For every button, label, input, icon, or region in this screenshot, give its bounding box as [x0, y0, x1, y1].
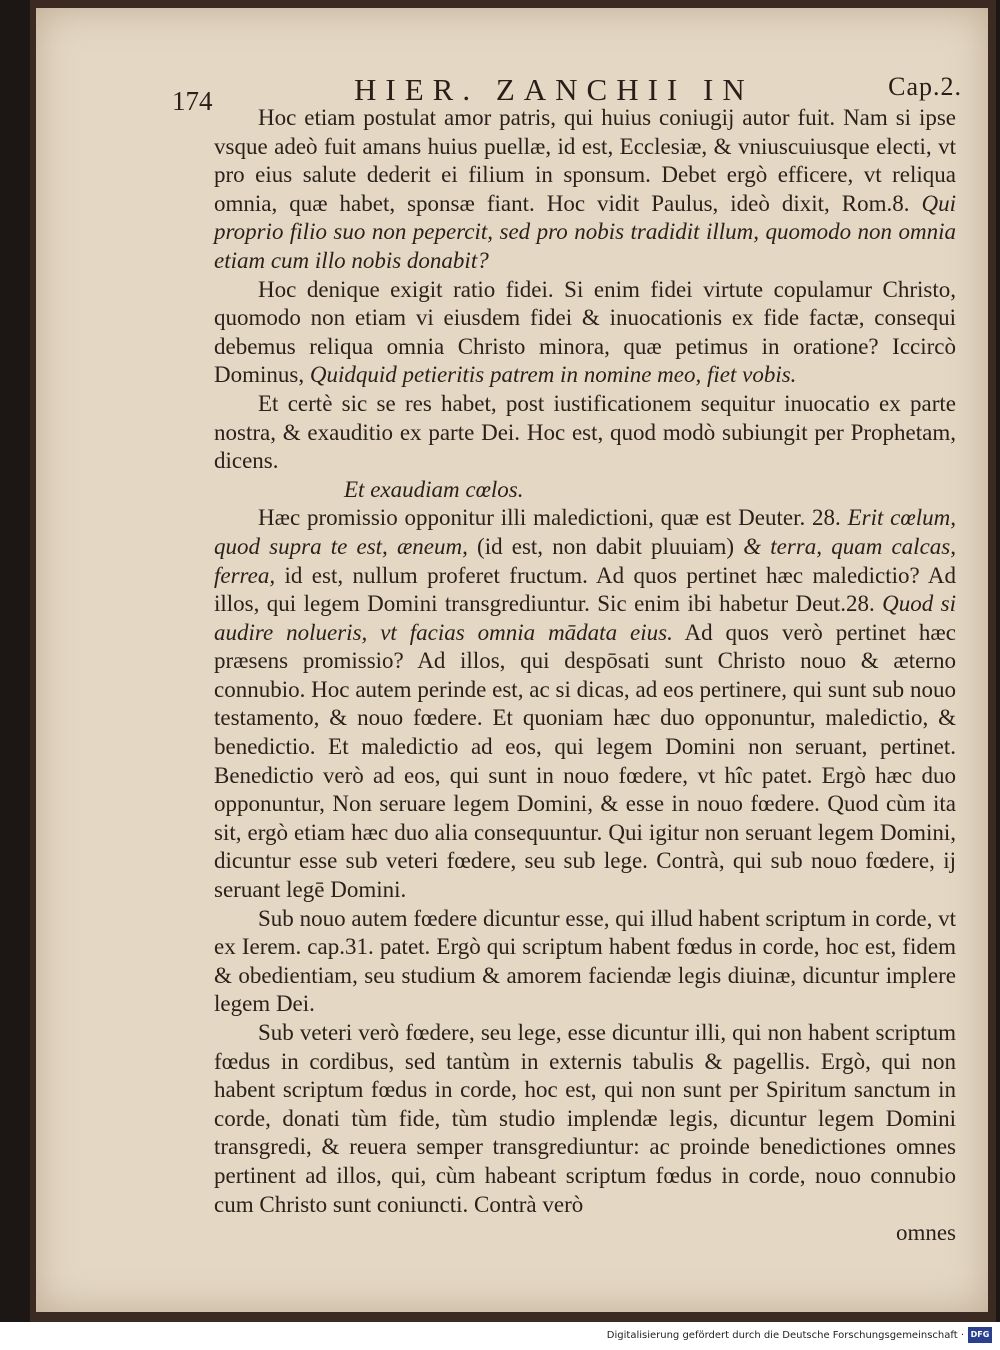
text-run: Et exaudiam cœlos. — [344, 476, 524, 502]
italic-quotation: Qui proprio filio suo non pepercit, sed pro nobis tradidit illum, quomodo non omnia etiam cum illo nobis donabit? — [214, 190, 956, 273]
paragraph — [214, 476, 956, 505]
body-text — [214, 104, 956, 1248]
text-run: Et certè sic se res habet, post iustificationem sequitur inuocatio ex parte nostra, & exauditio ex parte Dei. Hoc est, quod modò subiungit per Prophetam, dicens. — [214, 390, 956, 474]
page-number: 174 — [172, 86, 213, 116]
text-run: (id est, non dabit pluuiam) — [467, 533, 744, 559]
text-run: id est, nullum proferet fructum. Ad quos pertinet hæc maledictio? Ad illos, qui legem Domini transgrediuntur. Sic enim ibi habetur Deut.28. — [214, 562, 956, 617]
running-head: HIER. ZANCHII IN — [354, 72, 754, 107]
paragraph — [214, 390, 956, 476]
paragraph — [214, 1019, 956, 1219]
text-run: omnes — [895, 1220, 956, 1246]
chapter-reference: Cap.2. — [888, 72, 962, 101]
paragraph — [214, 1219, 956, 1248]
text-run: Hoc etiam postulat amor patris, qui huius coniugij autor fuit. Nam si ipse vsque adeò fuit amans huius puellæ, id est, Ecclesiæ, & vniuscuiusque electi, vt pro eius salute dederit ei filium in sponsum. Debet ergò efficere, vt reliqua omnia, quæ habet, sponsæ fiant. Hoc vidit Paulus, ideò dixit, Rom.8. — [214, 105, 956, 216]
paragraph — [214, 276, 956, 390]
digitization-credit: Digitalisierung gefördert durch die Deutsche Forschungsgemeinschaft · — [606, 1330, 964, 1341]
paragraph — [214, 905, 956, 1019]
italic-quotation: Erit cœlum, quod supra te est, æneum, — [214, 505, 956, 559]
paragraph — [214, 104, 956, 276]
paragraph — [214, 504, 956, 904]
text-run: Sub veteri verò fœdere, seu lege, esse dicuntur illi, qui non habent scriptum fœdus in cordibus, sed tantùm in externis tabulis & pagellis. Ergò, qui non habent scriptum fœdus in corde, hoc est, qui non sunt per Spiritum sanctum in corde, donati tùm fide, tùm studio implendæ legis, dicuntur legem Domini transgredi, & reuera semper transgrediuntur: ac proinde benedictiones omnes pertinent ad illos, qui, cùm habeant scriptum fœdus in corde, nouo connubio cum Christo sunt coniuncti. Contrà verò — [214, 1020, 956, 1217]
dfg-logo-icon: DFG — [968, 1327, 992, 1343]
italic-quotation: Quod si audire nolueris, vt facias omnia mādata eius. — [214, 591, 956, 645]
text-run: Ad quos verò pertinet hæc præsens promissio? Ad illos, qui despōsati sunt Christo nouo & æterno connubio. Hoc autem perinde est, ac si dicas, ad eos pertinere, qui sunt sub nouo testamento, & nouo fœdere. Et quoniam hæc duo opponuntur, maledictio, & benedictio. Et maledictio ad eos, qui legem Domini non seruant, pertinet. Benedictio verò ad eos, qui sunt in nouo fœdere, vt hîc patet. Ergò hæc duo opponuntur, Non seruare legem Domini, & esse in nouo fœdere. Quod cùm ita sit, ergò etiam hæc duo alia consequuntur. Qui igitur non seruant legem Domini, dicuntur esse sub veteri fœdere, seu sub lege. Contrà, qui sub nouo fœdere, ij seruant legē Domini. — [214, 619, 956, 903]
text-run: Hoc denique exigit ratio fidei. Si enim fidei virtute copulamur Christo, quomodo non etiam vi eiusdem fidei & inuocationis ex fide factæ, consequi debemus reliqua omnia Christo minora, quæ petimus in oratione? Iccircò Dominus, — [214, 276, 956, 388]
text-run: Sub nouo autem fœdere dicuntur esse, qui illud habent scriptum in corde, vt ex Ierem. cap.31. patet. Ergò qui scriptum habent fœdus in corde, hoc est, fidem & obedientiam, seu studium & amorem faciendæ legis diuinæ, dicuntur implere legem Dei. — [214, 905, 956, 1017]
italic-quotation: & terra, quam calcas, ferrea, — [214, 533, 956, 588]
footer-bar — [0, 1322, 1000, 1350]
italic-quotation: Quidquid petieritis patrem in nomine meo, fiet vobis. — [309, 362, 797, 388]
text-run: Hæc promissio opponitur illi maledictioni, quæ est Deuter. 28. — [258, 505, 848, 531]
